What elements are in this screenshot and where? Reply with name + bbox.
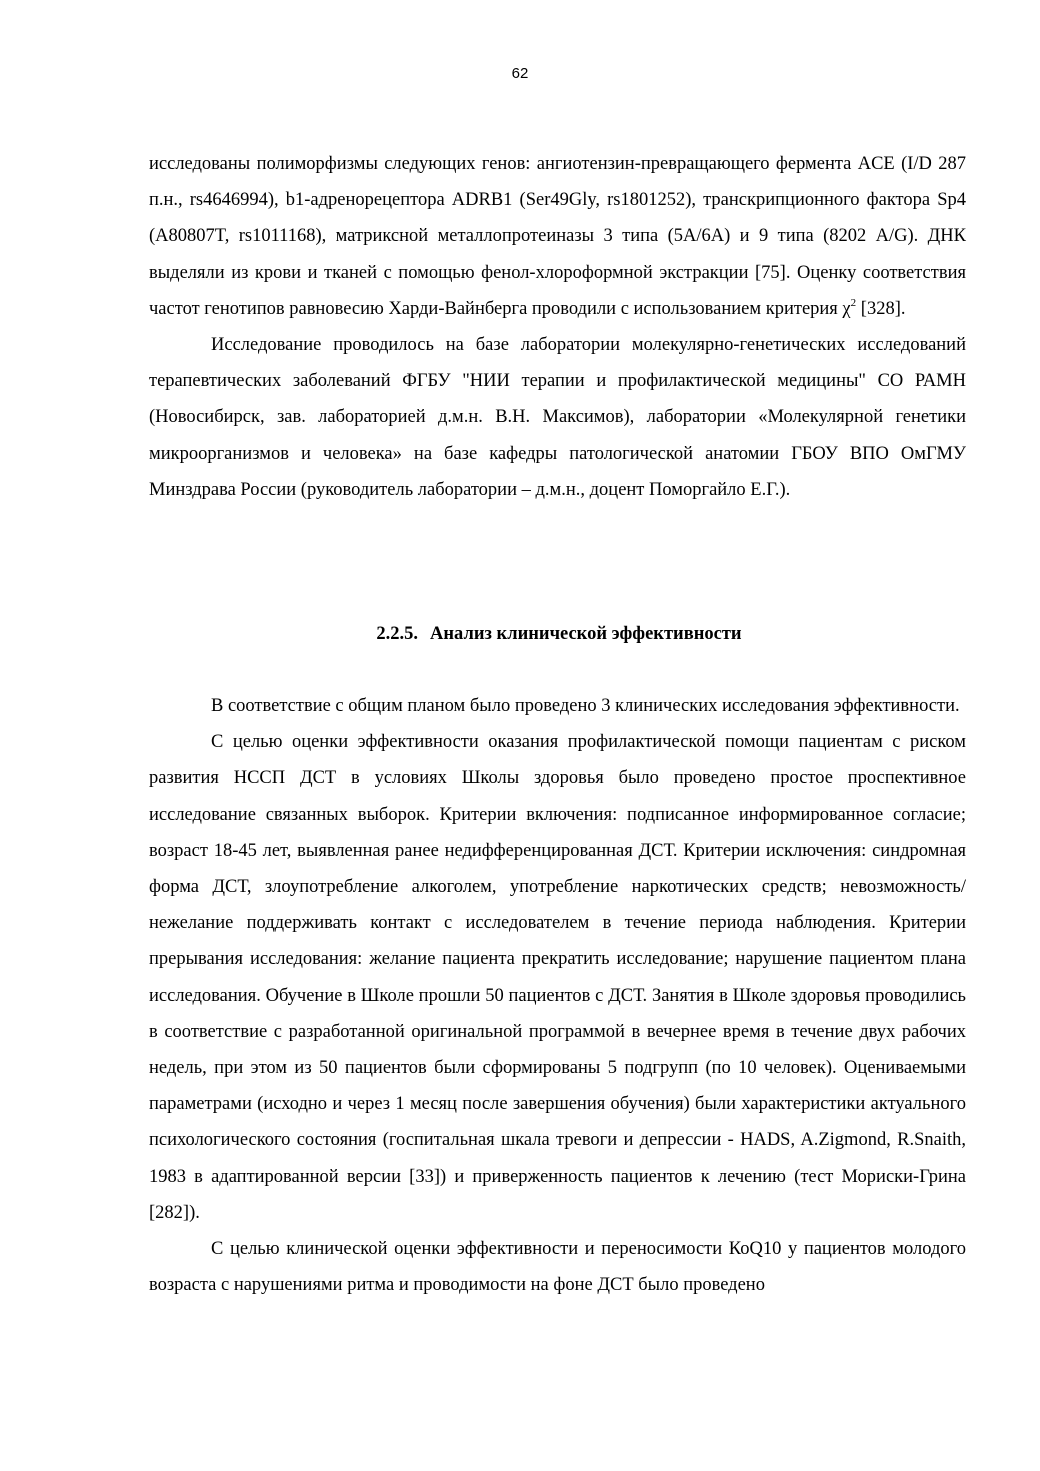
paragraph-health-school: С целью оценки эффективности оказания профилактической помощи пациентам с риском развития НССП ДСТ в условиях Школы здоровья было проведено простое проспективное исследование связанных выборок. Критерии включения: подписанное информированное согласие; возраст 18-45 лет, выявленная ранее недифференцированная ДСТ. Критерии исключения: синдромная форма ДСТ, злоупотребление алкоголем, употребление наркотических средств; невозможность/нежелание поддерживать контакт с исследователем в течение периода наблюдения. Критерии прерывания исследования: желание пациента прекратить исследование; нарушение пациентом плана исследования. Обучение в Школе прошли 50 пациентов с ДСТ. Занятия в Школе здоровья проводились в соответствие с разработанной оригинальной программой в вечернее время в течение двух рабочих недель, при этом из 50 пациентов были сформированы 5 подгрупп (по 10 человек). Оцениваемыми параметрами (исходно и через 1 месяц после завершения обучения) были характеристики актуального психологического состояния (госпитальная шкала тревоги и депрессии - HADS, A.Zigmond, R.Snaith, 1983 в адаптированной версии [33]) и приверженность пациентов к лечению (тест Мориски-Грина [282]). (149, 732, 966, 1223)
paragraph-laboratory: Исследование проводилось на базе лаборатории молекулярно-генетических исследований терапевтических заболеваний ФГБУ "НИИ терапии и профилактической медицины" СО РАМН (Новосибирск, зав. лабораторией д.м.н. В.Н. Максимов), лаборатории «Молекулярной генетики микроорганизмов и человека» на базе кафедры патологической анатомии ГБОУ ВПО ОмГМУ Минздрава России (руководитель лаборатории – д.м.н., доцент Поморгайло Е.Г.). (149, 335, 966, 500)
text-block-top (149, 146, 966, 508)
section-number: 2.2.5. (376, 624, 419, 644)
paragraph-studies-count: В соответствие с общим планом было проведено 3 клинических исследования эффективности. (211, 696, 960, 716)
citation: [328]. (856, 298, 906, 319)
paragraph-coq10: С целью клинической оценки эффективности и переносимости КоQ10 у пациентов молодого возраста с нарушениями ритма и проводимости на фоне ДСТ было проведено (149, 1239, 966, 1296)
paragraph-genetics-methods (149, 146, 966, 327)
section-heading (0, 622, 1040, 646)
page-number: 62 (511, 65, 529, 82)
text-block-bottom (149, 688, 966, 1303)
superscript: 2 (850, 296, 857, 309)
section-title: Анализ клинической эффективности (430, 624, 742, 644)
paragraph-text: исследованы полиморфизмы следующих генов: ангиотензин-превращающего фермента ACE (I/D 287 п.н., rs4646994), b1-адренорецептора ADRB1 (Ser49Gly, rs1801252), транскрипционного фактора Sp4 (A80807T, rs1011168), матриксной металлопротеиназы 3 типа (5А/6А) и 9 типа (8202 A/G). ДНК выделяли из крови и тканей с помощью фенол-хлороформной экстракции [75]. Оценку соответствия частот генотипов равновесию Харди-Вайнберга проводили с использованием критерия χ (149, 154, 966, 319)
